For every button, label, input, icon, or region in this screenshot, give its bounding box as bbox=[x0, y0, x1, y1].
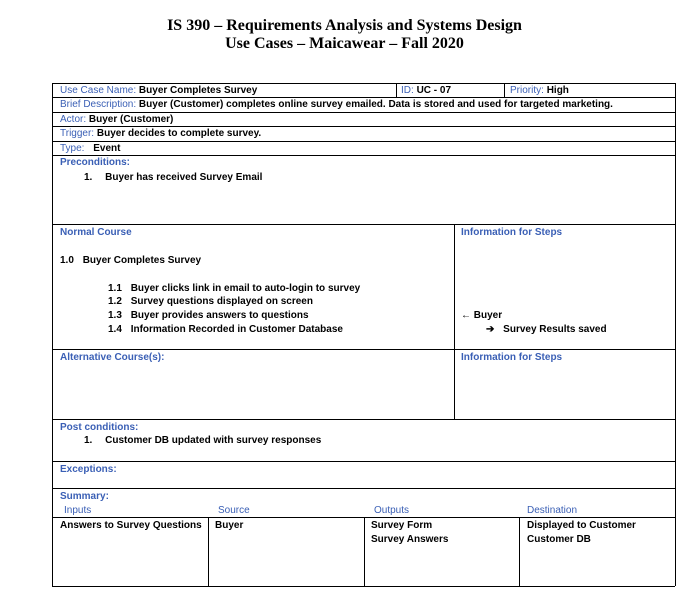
postcondition-item bbox=[84, 435, 321, 447]
summary-label: Summary: bbox=[60, 491, 109, 502]
priority-row bbox=[510, 85, 569, 97]
summary-header-outputs: Outputs bbox=[374, 505, 410, 516]
main-step-text: Buyer Completes Survey bbox=[82, 255, 202, 266]
normal-course-label: Normal Course bbox=[60, 227, 132, 238]
use-case-name-label: Use Case Name: bbox=[60, 85, 137, 96]
arrow-left-icon: ← bbox=[461, 310, 471, 321]
actor-row bbox=[60, 114, 173, 126]
step-text: Buyer provides answers to questions bbox=[130, 310, 309, 321]
summary-source-value: Buyer bbox=[215, 520, 244, 531]
use-case-id-value: UC - 07 bbox=[416, 85, 452, 96]
step-text: Buyer clicks link in email to auto-login to survey bbox=[130, 283, 361, 294]
step-item bbox=[108, 324, 343, 336]
priority-label: Priority: bbox=[510, 85, 544, 96]
actor-value: Buyer (Customer) bbox=[88, 114, 174, 125]
main-step bbox=[60, 255, 201, 267]
step-number: 1.2 bbox=[108, 296, 122, 307]
step-item bbox=[108, 310, 309, 322]
actor-label: Actor: bbox=[60, 114, 87, 125]
summary-header-source: Source bbox=[218, 505, 250, 516]
summary-header-inputs: Inputs bbox=[64, 505, 92, 516]
step-item bbox=[108, 296, 313, 308]
document-title: IS 390 – Requirements Analysis and Systems Design bbox=[167, 17, 522, 34]
arrow-right-icon: ➔ bbox=[486, 324, 495, 335]
step-number: 1.1 bbox=[108, 283, 122, 294]
precondition-item bbox=[84, 172, 262, 184]
info-step-text: Survey Results saved bbox=[503, 324, 607, 335]
use-case-name-row bbox=[60, 85, 257, 97]
info-for-steps-label: Information for Steps bbox=[461, 227, 563, 238]
brief-description-label: Brief Description: bbox=[60, 99, 137, 110]
type-row bbox=[60, 143, 120, 155]
step-number: 1.3 bbox=[108, 310, 122, 321]
summary-header-destination: Destination bbox=[527, 505, 578, 516]
brief-description-value: Buyer (Customer) completes online survey emailed. Data is stored and used for targeted marketing. bbox=[138, 99, 613, 110]
postcondition-number: 1. bbox=[84, 435, 93, 446]
trigger-row bbox=[60, 128, 261, 140]
use-case-id-row bbox=[401, 85, 451, 97]
exceptions-label: Exceptions: bbox=[60, 464, 117, 475]
summary-output-value: Survey Answers bbox=[371, 534, 449, 545]
use-case-name-value: Buyer Completes Survey bbox=[138, 85, 258, 96]
trigger-value: Buyer decides to complete survey. bbox=[96, 128, 262, 139]
main-step-number: 1.0 bbox=[60, 255, 74, 266]
summary-output-value: Survey Form bbox=[371, 520, 433, 531]
alt-course-label: Alternative Course(s): bbox=[60, 352, 165, 363]
step-number: 1.4 bbox=[108, 324, 122, 335]
step-text: Information Recorded in Customer Database bbox=[130, 324, 343, 335]
step-item bbox=[108, 283, 360, 295]
summary-input-value: Answers to Survey Questions bbox=[60, 520, 202, 531]
preconditions-label: Preconditions: bbox=[60, 157, 131, 168]
precondition-number: 1. bbox=[84, 172, 93, 183]
priority-value: High bbox=[546, 85, 569, 96]
document-subtitle: Use Cases – Maicawear – Fall 2020 bbox=[225, 35, 464, 52]
info-step-text: Buyer bbox=[473, 310, 503, 321]
precondition-text: Buyer has received Survey Email bbox=[105, 172, 263, 183]
summary-destination-value: Customer DB bbox=[527, 534, 591, 545]
brief-description-row bbox=[60, 99, 613, 111]
use-case-id-label: ID: bbox=[401, 85, 414, 96]
summary-destination-value: Displayed to Customer bbox=[527, 520, 636, 531]
type-label: Type: bbox=[60, 143, 85, 154]
postcondition-text: Customer DB updated with survey responses bbox=[105, 435, 322, 446]
alt-info-for-steps-label: Information for Steps bbox=[461, 352, 563, 363]
postconditions-label: Post conditions: bbox=[60, 422, 139, 433]
trigger-label: Trigger: bbox=[60, 128, 95, 139]
info-step-survey-saved bbox=[486, 324, 607, 336]
type-value: Event bbox=[93, 143, 121, 154]
info-step-buyer bbox=[461, 310, 502, 322]
step-text: Survey questions displayed on screen bbox=[130, 296, 313, 307]
